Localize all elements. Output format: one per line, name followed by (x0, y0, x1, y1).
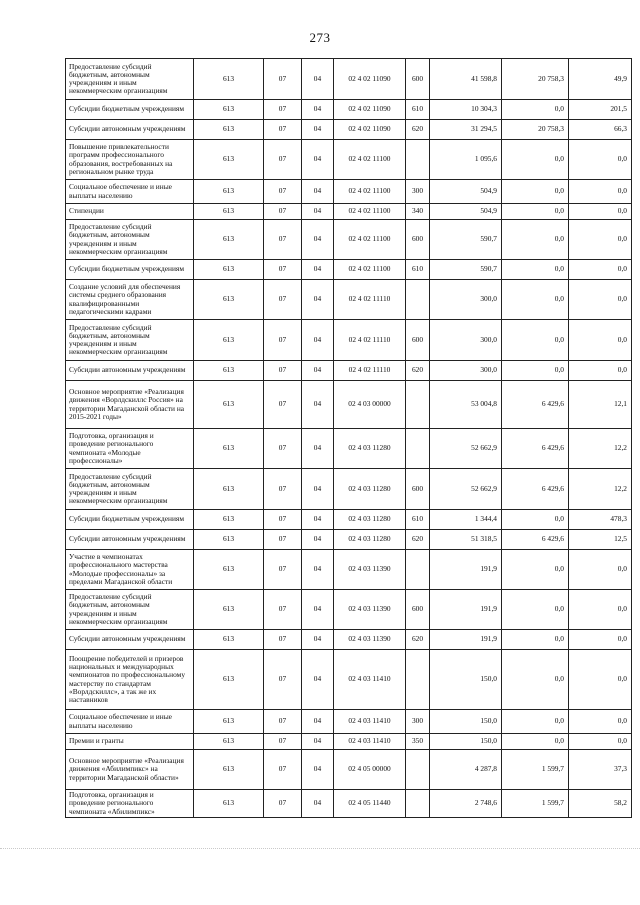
table-row (66, 361, 632, 381)
admin-code: 613 (194, 361, 264, 381)
expense-type: 600 (406, 320, 430, 361)
subsection-code: 04 (302, 180, 334, 204)
amount-executed: 0,0 (502, 280, 569, 320)
row-name: Подготовка, организация и проведение регионального чемпионата «Молодые профессионалы» (66, 429, 194, 469)
expense-type: 610 (406, 510, 430, 530)
row-name: Социальное обеспечение и иные выплаты населению (66, 180, 194, 204)
subsection-code: 04 (302, 260, 334, 280)
amount-executed: 20 758,3 (502, 120, 569, 140)
target-article: 02 4 02 11090 (334, 120, 406, 140)
table-row (66, 280, 632, 320)
admin-code: 613 (194, 59, 264, 100)
expense-type: 350 (406, 734, 430, 750)
row-name: Повышение привлекательности программ профессионального образования, востребованных на региональном рынке труда (66, 140, 194, 180)
subsection-code: 04 (302, 320, 334, 361)
amount-plan: 10 304,3 (430, 100, 502, 120)
table-row (66, 180, 632, 204)
expense-type: 610 (406, 260, 430, 280)
amount-executed: 0,0 (502, 361, 569, 381)
row-name: Участие в чемпионатах профессионального мастерства «Молодые профессионалы» за пределами Магаданской области (66, 550, 194, 590)
table-row (66, 469, 632, 510)
target-article: 02 4 02 11090 (334, 100, 406, 120)
admin-code: 613 (194, 204, 264, 220)
amount-executed: 0,0 (502, 550, 569, 590)
amount-plan: 150,0 (430, 710, 502, 734)
percent-executed: 0,0 (569, 140, 632, 180)
section-code: 07 (264, 100, 302, 120)
target-article: 02 4 02 11100 (334, 220, 406, 260)
amount-executed: 1 599,7 (502, 750, 569, 790)
percent-executed: 0,0 (569, 550, 632, 590)
percent-executed: 201,5 (569, 100, 632, 120)
section-code: 07 (264, 204, 302, 220)
amount-plan: 41 598,8 (430, 59, 502, 100)
percent-executed: 0,0 (569, 280, 632, 320)
amount-plan: 53 004,8 (430, 381, 502, 429)
admin-code: 613 (194, 734, 264, 750)
amount-executed: 6 429,6 (502, 381, 569, 429)
row-name: Субсидии бюджетным учреждениям (66, 510, 194, 530)
subsection-code: 04 (302, 750, 334, 790)
admin-code: 613 (194, 320, 264, 361)
admin-code: 613 (194, 429, 264, 469)
target-article: 02 4 03 11280 (334, 530, 406, 550)
amount-plan: 191,9 (430, 550, 502, 590)
row-name: Субсидии автономным учреждениям (66, 530, 194, 550)
row-name: Предоставление субсидий бюджетным, автономным учреждениям и иным некоммерческим организациям (66, 320, 194, 361)
subsection-code: 04 (302, 220, 334, 260)
target-article: 02 4 03 11390 (334, 630, 406, 650)
row-name: Поощрение победителей и призеров национальных и международных чемпионатов по профессиональному мастерству по стандартам «Ворлдскиллс», а так же их наставников (66, 650, 194, 710)
expense-type (406, 280, 430, 320)
admin-code: 613 (194, 550, 264, 590)
amount-plan: 52 662,9 (430, 469, 502, 510)
percent-executed: 0,0 (569, 220, 632, 260)
table-row (66, 140, 632, 180)
table-row (66, 204, 632, 220)
admin-code: 613 (194, 530, 264, 550)
table-row (66, 120, 632, 140)
subsection-code: 04 (302, 100, 334, 120)
section-code: 07 (264, 650, 302, 710)
percent-executed: 37,3 (569, 750, 632, 790)
section-code: 07 (264, 790, 302, 818)
amount-executed: 20 758,3 (502, 59, 569, 100)
percent-executed: 12,1 (569, 381, 632, 429)
table-row (66, 429, 632, 469)
subsection-code: 04 (302, 710, 334, 734)
amount-plan: 300,0 (430, 320, 502, 361)
subsection-code: 04 (302, 429, 334, 469)
expense-type (406, 750, 430, 790)
amount-plan: 150,0 (430, 734, 502, 750)
subsection-code: 04 (302, 140, 334, 180)
percent-executed: 0,0 (569, 361, 632, 381)
amount-plan: 191,9 (430, 590, 502, 630)
target-article: 02 4 03 11390 (334, 550, 406, 590)
percent-executed: 49,9 (569, 59, 632, 100)
percent-executed: 12,5 (569, 530, 632, 550)
target-article: 02 4 02 11100 (334, 204, 406, 220)
section-code: 07 (264, 750, 302, 790)
expense-type: 620 (406, 120, 430, 140)
amount-plan: 31 294,5 (430, 120, 502, 140)
amount-plan: 300,0 (430, 361, 502, 381)
amount-executed: 1 599,7 (502, 790, 569, 818)
target-article: 02 4 03 11410 (334, 734, 406, 750)
section-code: 07 (264, 510, 302, 530)
section-code: 07 (264, 260, 302, 280)
percent-executed: 0,0 (569, 180, 632, 204)
budget-table (65, 58, 632, 818)
subsection-code: 04 (302, 381, 334, 429)
target-article: 02 4 03 11280 (334, 429, 406, 469)
amount-plan: 504,9 (430, 180, 502, 204)
section-code: 07 (264, 140, 302, 180)
table-row (66, 59, 632, 100)
row-name: Создание условий для обеспечения системы среднего образования квалифицированными педагогическими кадрами (66, 280, 194, 320)
admin-code: 613 (194, 220, 264, 260)
percent-executed: 0,0 (569, 710, 632, 734)
scan-artifact-line (0, 848, 640, 850)
table-row (66, 510, 632, 530)
target-article: 02 4 05 11440 (334, 790, 406, 818)
percent-executed: 58,2 (569, 790, 632, 818)
target-article: 02 4 03 11280 (334, 469, 406, 510)
expense-type: 600 (406, 59, 430, 100)
admin-code: 613 (194, 510, 264, 530)
amount-executed: 0,0 (502, 320, 569, 361)
subsection-code: 04 (302, 120, 334, 140)
amount-executed: 0,0 (502, 100, 569, 120)
expense-type (406, 550, 430, 590)
amount-executed: 0,0 (502, 260, 569, 280)
percent-executed: 0,0 (569, 734, 632, 750)
amount-plan: 590,7 (430, 220, 502, 260)
percent-executed: 0,0 (569, 320, 632, 361)
percent-executed: 0,0 (569, 204, 632, 220)
amount-executed: 0,0 (502, 650, 569, 710)
amount-executed: 6 429,6 (502, 469, 569, 510)
admin-code: 613 (194, 260, 264, 280)
amount-executed: 0,0 (502, 140, 569, 180)
section-code: 07 (264, 590, 302, 630)
table-row (66, 320, 632, 361)
section-code: 07 (264, 710, 302, 734)
target-article: 02 4 03 11410 (334, 710, 406, 734)
amount-executed: 0,0 (502, 220, 569, 260)
table-row (66, 100, 632, 120)
expense-type: 340 (406, 204, 430, 220)
row-name: Предоставление субсидий бюджетным, автономным учреждениям и иным некоммерческим организациям (66, 220, 194, 260)
subsection-code: 04 (302, 550, 334, 590)
expense-type: 600 (406, 220, 430, 260)
subsection-code: 04 (302, 280, 334, 320)
subsection-code: 04 (302, 510, 334, 530)
section-code: 07 (264, 59, 302, 100)
page-number: 273 (309, 30, 331, 45)
amount-plan: 4 287,8 (430, 750, 502, 790)
subsection-code: 04 (302, 630, 334, 650)
amount-plan: 1 344,4 (430, 510, 502, 530)
subsection-code: 04 (302, 734, 334, 750)
admin-code: 613 (194, 590, 264, 630)
admin-code: 613 (194, 750, 264, 790)
amount-executed: 0,0 (502, 734, 569, 750)
subsection-code: 04 (302, 204, 334, 220)
admin-code: 613 (194, 180, 264, 204)
amount-plan: 1 095,6 (430, 140, 502, 180)
table-row (66, 650, 632, 710)
admin-code: 613 (194, 650, 264, 710)
admin-code: 613 (194, 469, 264, 510)
target-article: 02 4 02 11090 (334, 59, 406, 100)
table-row (66, 260, 632, 280)
amount-plan: 590,7 (430, 260, 502, 280)
percent-executed: 0,0 (569, 590, 632, 630)
target-article: 02 4 05 00000 (334, 750, 406, 790)
section-code: 07 (264, 530, 302, 550)
admin-code: 613 (194, 710, 264, 734)
admin-code: 613 (194, 280, 264, 320)
amount-executed: 0,0 (502, 630, 569, 650)
target-article: 02 4 02 11100 (334, 260, 406, 280)
admin-code: 613 (194, 630, 264, 650)
subsection-code: 04 (302, 59, 334, 100)
amount-plan: 2 748,6 (430, 790, 502, 818)
percent-executed: 0,0 (569, 650, 632, 710)
amount-executed: 0,0 (502, 710, 569, 734)
row-name: Субсидии автономным учреждениям (66, 630, 194, 650)
admin-code: 613 (194, 790, 264, 818)
subsection-code: 04 (302, 530, 334, 550)
percent-executed: 66,3 (569, 120, 632, 140)
table-row (66, 550, 632, 590)
percent-executed: 0,0 (569, 260, 632, 280)
subsection-code: 04 (302, 790, 334, 818)
section-code: 07 (264, 361, 302, 381)
expense-type: 610 (406, 100, 430, 120)
admin-code: 613 (194, 120, 264, 140)
row-name: Субсидии автономным учреждениям (66, 120, 194, 140)
target-article: 02 4 02 11100 (334, 180, 406, 204)
amount-plan: 300,0 (430, 280, 502, 320)
expense-type (406, 790, 430, 818)
expense-type: 300 (406, 710, 430, 734)
amount-executed: 0,0 (502, 180, 569, 204)
expense-type: 600 (406, 590, 430, 630)
row-name: Премии и гранты (66, 734, 194, 750)
admin-code: 613 (194, 100, 264, 120)
table-row (66, 630, 632, 650)
amount-executed: 0,0 (502, 510, 569, 530)
section-code: 07 (264, 320, 302, 361)
target-article: 02 4 03 11280 (334, 510, 406, 530)
row-name: Стипендии (66, 204, 194, 220)
amount-plan: 52 662,9 (430, 429, 502, 469)
row-name: Предоставление субсидий бюджетным, автономным учреждениям и иным некоммерческим организациям (66, 59, 194, 100)
table-row (66, 750, 632, 790)
table-row (66, 220, 632, 260)
amount-plan: 191,9 (430, 630, 502, 650)
target-article: 02 4 03 11410 (334, 650, 406, 710)
budget-table-body (66, 59, 632, 818)
percent-executed: 0,0 (569, 630, 632, 650)
expense-type: 620 (406, 530, 430, 550)
expense-type (406, 140, 430, 180)
admin-code: 613 (194, 381, 264, 429)
section-code: 07 (264, 280, 302, 320)
table-row (66, 590, 632, 630)
row-name: Субсидии бюджетным учреждениям (66, 100, 194, 120)
table-row (66, 381, 632, 429)
row-name: Социальное обеспечение и иные выплаты населению (66, 710, 194, 734)
section-code: 07 (264, 550, 302, 590)
table-row (66, 710, 632, 734)
expense-type: 300 (406, 180, 430, 204)
amount-plan: 51 318,5 (430, 530, 502, 550)
expense-type: 600 (406, 469, 430, 510)
row-name: Основное мероприятие «Реализация движения «Ворлдскиллс Россия» на территории Магаданской области на 2015-2021 годы» (66, 381, 194, 429)
amount-executed: 6 429,6 (502, 429, 569, 469)
percent-executed: 478,3 (569, 510, 632, 530)
expense-type (406, 650, 430, 710)
section-code: 07 (264, 180, 302, 204)
row-name: Предоставление субсидий бюджетным, автономным учреждениям и иным некоммерческим организациям (66, 469, 194, 510)
amount-executed: 6 429,6 (502, 530, 569, 550)
expense-type (406, 381, 430, 429)
amount-executed: 0,0 (502, 204, 569, 220)
amount-executed: 0,0 (502, 590, 569, 630)
subsection-code: 04 (302, 590, 334, 630)
expense-type: 620 (406, 361, 430, 381)
table-row (66, 734, 632, 750)
target-article: 02 4 02 11110 (334, 280, 406, 320)
section-code: 07 (264, 220, 302, 260)
target-article: 02 4 03 00000 (334, 381, 406, 429)
expense-type (406, 429, 430, 469)
section-code: 07 (264, 120, 302, 140)
section-code: 07 (264, 630, 302, 650)
target-article: 02 4 02 11100 (334, 140, 406, 180)
row-name: Подготовка, организация и проведение регионального чемпионата «Абилимпикс» (66, 790, 194, 818)
row-name: Основное мероприятие «Реализация движения «Абилимпикс» на территории Магаданской области» (66, 750, 194, 790)
subsection-code: 04 (302, 469, 334, 510)
amount-plan: 150,0 (430, 650, 502, 710)
row-name: Предоставление субсидий бюджетным, автономным учреждениям и иным некоммерческим организациям (66, 590, 194, 630)
section-code: 07 (264, 429, 302, 469)
expense-type: 620 (406, 630, 430, 650)
row-name: Субсидии бюджетным учреждениям (66, 260, 194, 280)
section-code: 07 (264, 469, 302, 510)
table-row (66, 790, 632, 818)
subsection-code: 04 (302, 361, 334, 381)
target-article: 02 4 03 11390 (334, 590, 406, 630)
amount-plan: 504,9 (430, 204, 502, 220)
subsection-code: 04 (302, 650, 334, 710)
percent-executed: 12,2 (569, 469, 632, 510)
target-article: 02 4 02 11110 (334, 361, 406, 381)
row-name: Субсидии автономным учреждениям (66, 361, 194, 381)
target-article: 02 4 02 11110 (334, 320, 406, 361)
section-code: 07 (264, 734, 302, 750)
section-code: 07 (264, 381, 302, 429)
percent-executed: 12,2 (569, 429, 632, 469)
admin-code: 613 (194, 140, 264, 180)
table-row (66, 530, 632, 550)
